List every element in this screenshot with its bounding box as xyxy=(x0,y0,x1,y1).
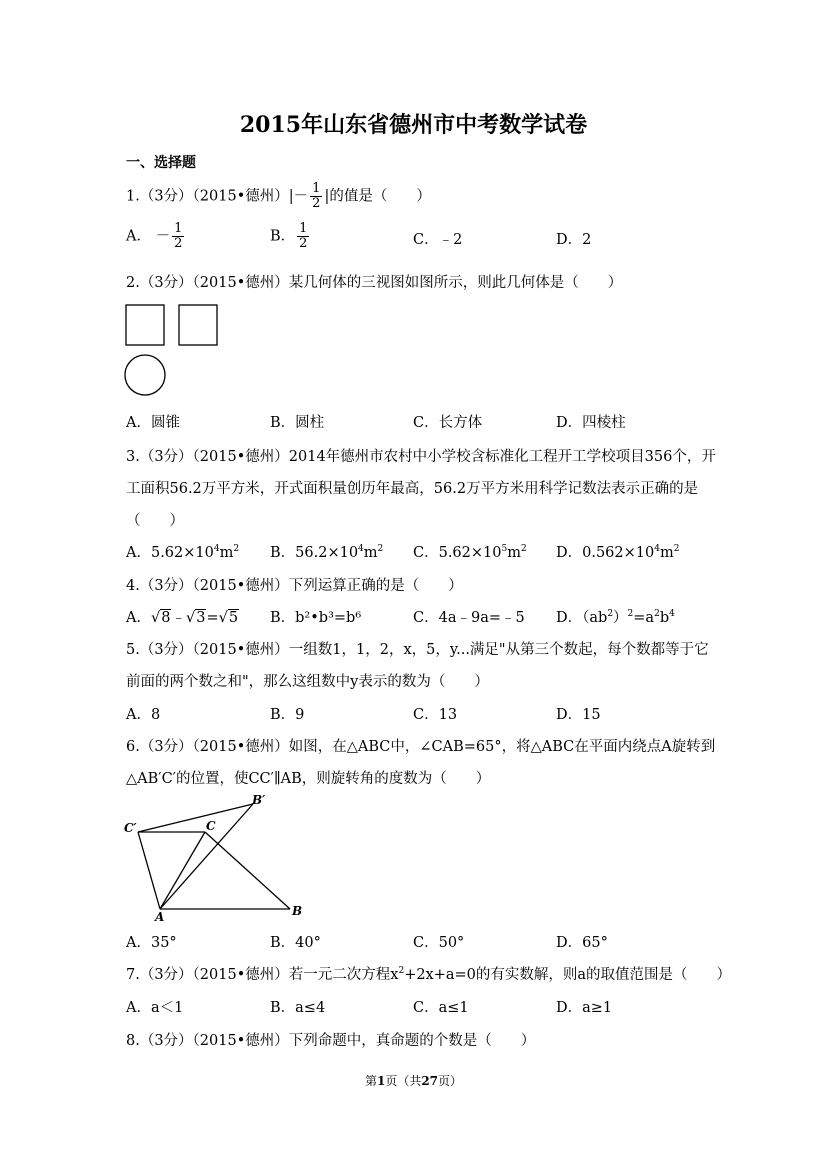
q7-option-a: A．a＜1 xyxy=(126,1000,184,1016)
footer-page-number: 1 xyxy=(376,1074,386,1088)
q7-text-b: +2x+a=0的有实数解，则a的取值范围是（ ） xyxy=(404,967,732,983)
question-2-stem: 2.（3分）（2015•德州）某几何体的三视图如图所示，则此几何体是（ ） xyxy=(126,275,623,291)
q2-option-c: C．长方体 xyxy=(413,415,483,431)
footer-prefix: 第 xyxy=(364,1074,377,1088)
q1-frac-den: 2 xyxy=(312,196,321,211)
question-8-stem: 8.（3分）（2015•德州）下列命题中，真命题的个数是（ ） xyxy=(126,1033,536,1049)
q2-front-view-square xyxy=(126,305,164,345)
q1-text-a: 1.（3分）（2015•德州）|－ xyxy=(126,188,309,205)
q3-opt-b-base: B．56.2×10 xyxy=(270,545,359,561)
q3-opt-c-unit: m xyxy=(507,545,521,561)
q3-option-c xyxy=(413,541,527,562)
q1-option-c: C．﹣2 xyxy=(413,232,463,248)
q4-opt-d-exp-1: 2 xyxy=(607,609,614,619)
q3-opt-a-base: A．5.62×10 xyxy=(126,545,214,561)
footer-suffix: 页） xyxy=(438,1074,463,1088)
q5-option-c: C．13 xyxy=(413,707,458,723)
q6-option-c: C．50° xyxy=(413,935,465,951)
question-5-line-2: 前面的两个数之和"，那么这组数中y表示的数为（ ） xyxy=(126,674,489,690)
q1-option-b xyxy=(270,222,311,251)
q4-opt-d-part-b: ） xyxy=(613,610,628,626)
q6-segment-ac-prime xyxy=(138,832,160,909)
q4-option-d xyxy=(556,606,675,627)
question-6-line-2: △AB′C′的位置，使CC′∥AB，则旋转角的度数为（ ） xyxy=(126,771,491,787)
q4-opt-a-equals: = xyxy=(206,610,219,626)
q1-opt-a-sign: － xyxy=(155,228,171,245)
q6-segment-cb xyxy=(205,832,290,909)
q4-option-c: C．4a﹣9a=﹣5 xyxy=(413,610,525,626)
question-6-line-1: 6.（3分）（2015•德州）如图，在△ABC中，∠CAB=65°，将△ABC在平面内绕点A旋转到 xyxy=(126,739,716,755)
q2-side-view-square xyxy=(179,305,217,345)
q6-label-b-prime: B′ xyxy=(252,793,266,807)
q3-opt-c-exp: 5 xyxy=(501,544,508,554)
q3-opt-a-uexp: 2 xyxy=(233,544,240,554)
q4-opt-a-radicand-1: 8 xyxy=(161,610,171,626)
q6-rotation-figure xyxy=(120,792,320,922)
q3-opt-a-exp: 4 xyxy=(213,544,220,554)
q6-option-b: B．40° xyxy=(270,935,321,951)
q1-opt-b-den: 2 xyxy=(299,236,308,251)
q1-opt-b-fraction xyxy=(297,222,309,251)
q6-option-d: D．65° xyxy=(556,935,608,951)
q7-option-b: B．a≤4 xyxy=(270,1000,326,1016)
q4-option-b: B．b²•b³=b⁶ xyxy=(270,610,362,626)
q3-opt-c-uexp: 2 xyxy=(520,544,527,554)
question-4-stem: 4.（3分）（2015•德州）下列运算正确的是（ ） xyxy=(126,578,463,594)
q1-opt-a-num: 1 xyxy=(174,221,183,236)
q3-option-b xyxy=(270,541,383,562)
q1-opt-a-label: A． xyxy=(126,228,151,245)
q4-opt-a-radicand-3: 5 xyxy=(228,610,239,626)
q3-opt-c-base: C．5.62×10 xyxy=(413,545,502,561)
q1-text-b: |的值是（ ） xyxy=(324,188,431,205)
question-7-stem xyxy=(126,963,731,984)
q6-label-c-prime: C′ xyxy=(124,821,137,835)
q3-opt-d-unit: m xyxy=(659,545,674,561)
q7-text-a: 7.（3分）（2015•德州）若一元二次方程x xyxy=(126,967,399,983)
q6-segment-ac xyxy=(160,832,205,909)
q1-frac-num: 1 xyxy=(312,181,321,196)
q3-opt-a-unit: m xyxy=(219,545,234,561)
q2-option-a: A．圆锥 xyxy=(126,415,180,431)
q5-option-b: B．9 xyxy=(270,707,305,723)
page-footer xyxy=(0,1072,827,1089)
q3-opt-b-unit: m xyxy=(363,545,378,561)
question-3-line-2: 工面积56.2万平方米，开式面积量创历年最高，56.2万平方米用科学记数法表示正确的是 xyxy=(126,481,699,497)
q4-opt-d-part-d: b xyxy=(659,610,670,626)
q3-opt-b-uexp: 2 xyxy=(377,544,384,554)
q1-opt-a-fraction xyxy=(172,222,184,251)
q7-option-d: D．a≥1 xyxy=(556,1000,613,1016)
question-3-line-1: 3.（3分）（2015•德州）2014年德州市农村中小学校含标准化工程开工学校项目356个，开 xyxy=(126,449,716,465)
q1-opt-b-label: B． xyxy=(270,228,296,245)
q4-opt-a-radicand-2: 3 xyxy=(196,610,206,626)
q6-segment-c-prime-b-prime xyxy=(138,804,253,832)
q5-option-a: A．8 xyxy=(126,707,161,723)
footer-total-pages: 27 xyxy=(421,1074,439,1088)
q2-option-d: D．四棱柱 xyxy=(556,415,626,431)
q1-opt-b-num: 1 xyxy=(299,221,308,236)
q4-opt-d-exp-3: 2 xyxy=(654,609,660,619)
q3-option-a xyxy=(126,541,239,562)
q5-option-d: D．15 xyxy=(556,707,601,723)
q3-opt-d-uexp: 2 xyxy=(673,544,680,554)
q4-opt-d-part-a: D．（ab xyxy=(556,610,608,626)
q4-opt-a-minus: ﹣ xyxy=(171,610,186,626)
q4-opt-d-exp-2: 2 xyxy=(627,609,634,619)
q3-option-d xyxy=(556,541,679,562)
q7-exponent: 2 xyxy=(398,966,405,976)
q1-option-d: D．2 xyxy=(556,232,592,248)
q6-label-c: C xyxy=(206,819,216,833)
q2-three-views-figure xyxy=(120,300,230,400)
question-3-line-3: （ ） xyxy=(126,513,184,529)
q4-opt-a-label: A． xyxy=(126,610,151,626)
q2-top-view-circle xyxy=(125,355,165,395)
section-heading: 一、选择题 xyxy=(126,155,196,171)
q6-label-b: B xyxy=(292,904,303,918)
q4-opt-d-part-c: =a xyxy=(633,610,655,626)
q3-opt-b-exp: 4 xyxy=(358,544,364,554)
q1-option-a xyxy=(126,222,186,251)
q6-option-a: A．35° xyxy=(126,935,177,951)
q2-option-b: B．圆柱 xyxy=(270,415,325,431)
question-5-line-1: 5.（3分）（2015•德州）一组数1，1，2，x，5，y...满足"从第三个数起，每个数都等于它 xyxy=(126,642,709,658)
q6-label-a: A xyxy=(155,910,165,922)
q4-option-a: A．√8﹣√3=√5 xyxy=(126,610,239,626)
question-1-stem xyxy=(126,182,431,211)
q1-fraction xyxy=(310,182,322,211)
q3-opt-d-exp: 4 xyxy=(654,544,660,554)
q7-option-c: C．a≤1 xyxy=(413,1000,469,1016)
page-title: 2015年山东省德州市中考数学试卷 xyxy=(239,112,588,138)
q3-opt-d-base: D．0.562×10 xyxy=(556,545,655,561)
footer-mid: 页（共 xyxy=(385,1074,422,1088)
q4-opt-d-exp-4: 4 xyxy=(669,609,675,619)
q1-opt-a-den: 2 xyxy=(174,236,183,251)
